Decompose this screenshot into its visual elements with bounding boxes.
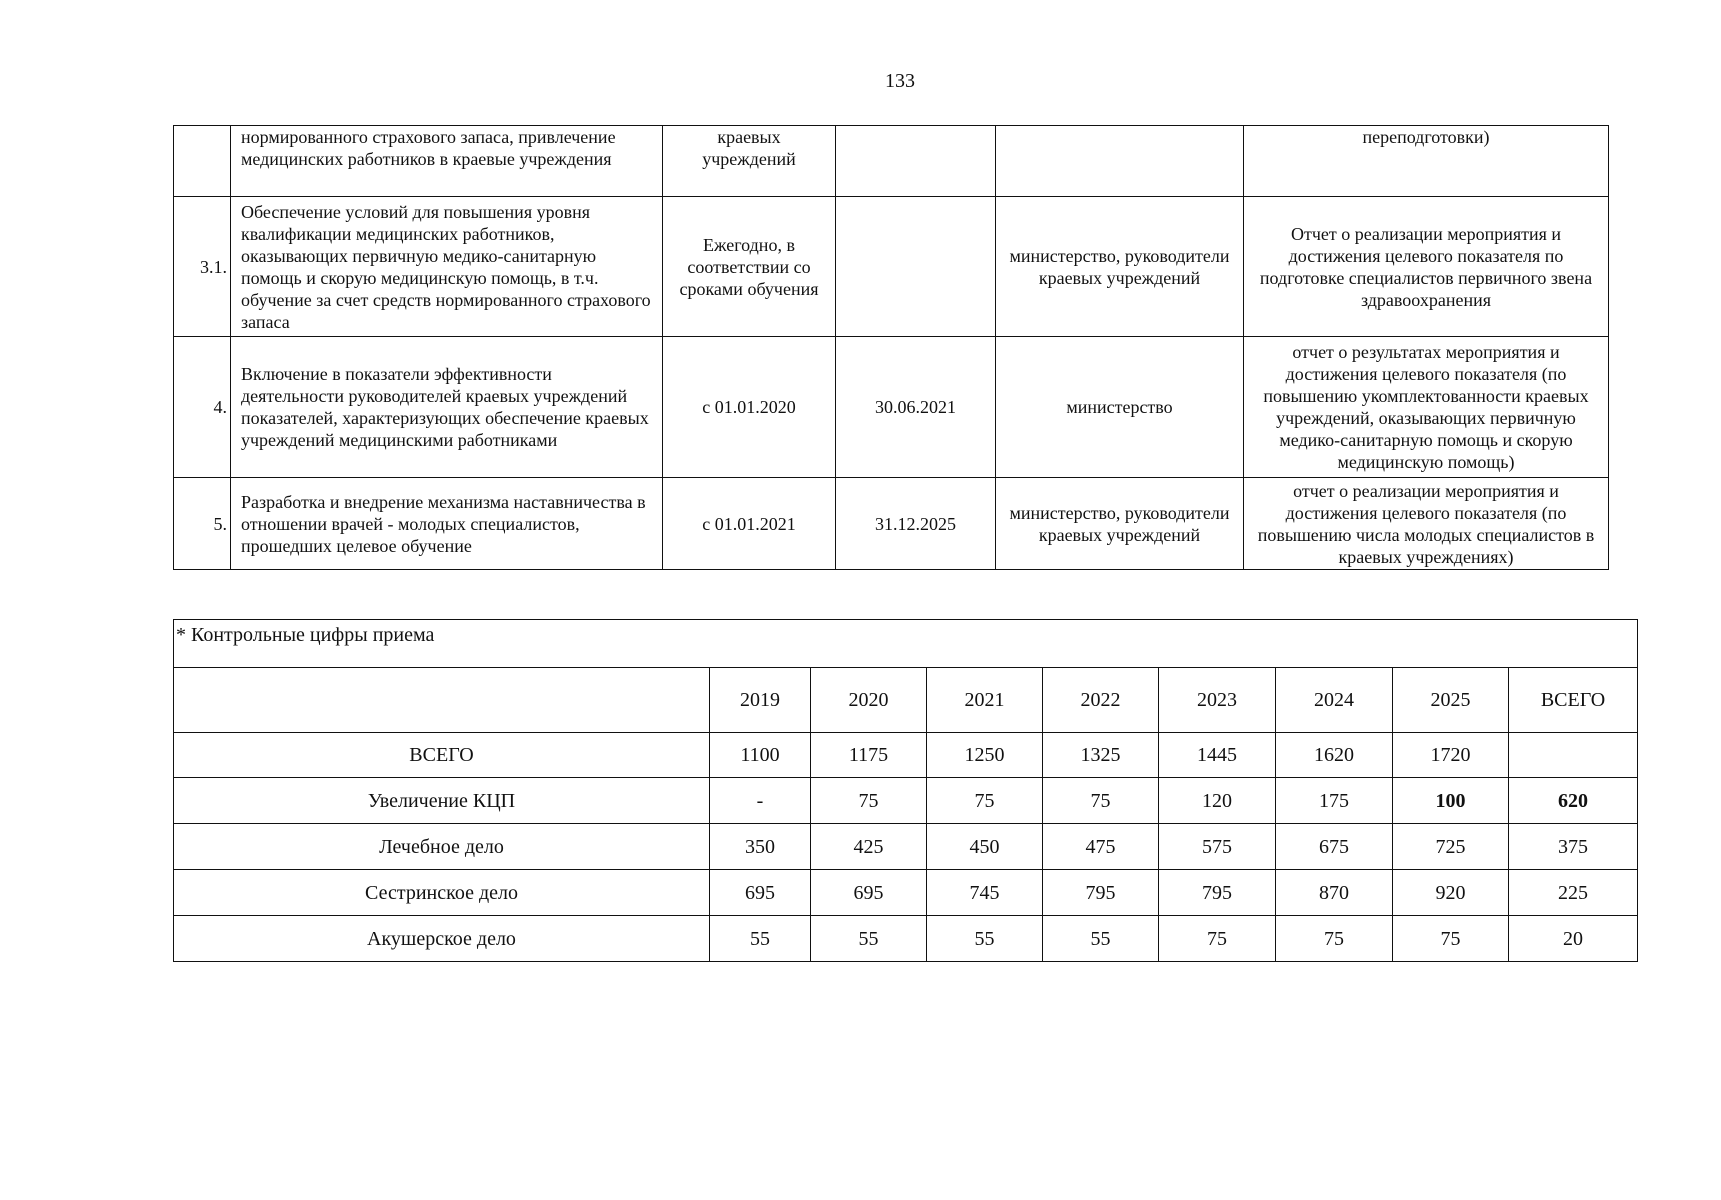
- table-cell: 725: [1393, 824, 1509, 870]
- table-cell: 175: [1276, 778, 1393, 824]
- table-cell: -: [710, 778, 811, 824]
- task-description: нормированного страхового запаса, привлечение медицинских работников в краевые учреждения: [231, 126, 663, 197]
- row-label: Увеличение КЦП: [174, 778, 710, 824]
- start-date: с 01.01.2021: [663, 478, 836, 570]
- table-cell: 75: [1393, 916, 1509, 962]
- responsible: [996, 126, 1244, 197]
- task-description: Обеспечение условий для повышения уровня квалификации медицинских работников, оказывающих первичную медико-санитарную помощь и скорую медицинскую помощь, в т.ч. обучение за счет средств нормированного страхового запаса: [231, 197, 663, 337]
- table-cell: 1620: [1276, 733, 1393, 778]
- row-label: Акушерское дело: [174, 916, 710, 962]
- responsible: министерство: [996, 337, 1244, 478]
- table-cell: 1250: [927, 733, 1043, 778]
- table-cell: 55: [811, 916, 927, 962]
- table-cell: 225: [1509, 870, 1638, 916]
- header-cell: 2020: [811, 668, 927, 733]
- table-cell: 475: [1043, 824, 1159, 870]
- table-title: * Контрольные цифры приема: [174, 620, 1638, 668]
- table-cell: 795: [1159, 870, 1276, 916]
- year-header-row: [174, 668, 1638, 733]
- header-cell: [174, 668, 710, 733]
- table-cell: 1100: [710, 733, 811, 778]
- row-number: 4.: [174, 337, 231, 478]
- expected-result: отчет о результатах мероприятия и достижения целевого показателя (по повышению укомплектованности краевых учреждений, оказывающих первичную медико-санитарную помощь и скорую медицинскую помощь): [1244, 337, 1609, 478]
- table-cell: 450: [927, 824, 1043, 870]
- table-cell: 75: [811, 778, 927, 824]
- row-label: Лечебное дело: [174, 824, 710, 870]
- row-label: Сестринское дело: [174, 870, 710, 916]
- table-cell: 100: [1393, 778, 1509, 824]
- start-date: с 01.01.2020: [663, 337, 836, 478]
- start-date: Ежегодно, в соответствии со сроками обучения: [663, 197, 836, 337]
- table-cell: 745: [927, 870, 1043, 916]
- table-row: [174, 824, 1638, 870]
- table-cell: 695: [811, 870, 927, 916]
- plan-row: [174, 337, 1609, 478]
- header-cell: 2021: [927, 668, 1043, 733]
- table-cell: 75: [927, 778, 1043, 824]
- table-cell: 20: [1509, 916, 1638, 962]
- table-cell: 375: [1509, 824, 1638, 870]
- plan-row: [174, 197, 1609, 337]
- table-cell: 425: [811, 824, 927, 870]
- plan-row: [174, 126, 1609, 197]
- table-row: [174, 916, 1638, 962]
- header-cell: 2022: [1043, 668, 1159, 733]
- row-number: [174, 126, 231, 197]
- table-cell: 795: [1043, 870, 1159, 916]
- table-cell: 75: [1043, 778, 1159, 824]
- expected-result: переподготовки): [1244, 126, 1609, 197]
- plan-row: [174, 478, 1609, 570]
- end-date: 30.06.2021: [836, 337, 996, 478]
- page-number: 133: [885, 70, 915, 92]
- table-cell: 675: [1276, 824, 1393, 870]
- table-row: [174, 778, 1638, 824]
- table-cell: 1720: [1393, 733, 1509, 778]
- header-cell: 2025: [1393, 668, 1509, 733]
- task-description: Включение в показатели эффективности деятельности руководителей краевых учреждений показателей, характеризующих обеспечение краевых учреждений медицинскими работниками: [231, 337, 663, 478]
- table-cell: 55: [927, 916, 1043, 962]
- row-label: ВСЕГО: [174, 733, 710, 778]
- table-cell: [1509, 733, 1638, 778]
- table-row: [174, 870, 1638, 916]
- end-date: 31.12.2025: [836, 478, 996, 570]
- table-cell: 575: [1159, 824, 1276, 870]
- end-date: [836, 126, 996, 197]
- admission-quota-table: [173, 619, 1638, 962]
- table-cell: 1175: [811, 733, 927, 778]
- table-cell: 1445: [1159, 733, 1276, 778]
- table-cell: 1325: [1043, 733, 1159, 778]
- header-cell: 2024: [1276, 668, 1393, 733]
- header-cell: 2023: [1159, 668, 1276, 733]
- header-cell: ВСЕГО: [1509, 668, 1638, 733]
- expected-result: Отчет о реализации мероприятия и достижения целевого показателя по подготовке специалистов первичного звена здравоохранения: [1244, 197, 1609, 337]
- table-cell: 120: [1159, 778, 1276, 824]
- row-number: 5.: [174, 478, 231, 570]
- table-cell: 75: [1159, 916, 1276, 962]
- table-cell: 75: [1276, 916, 1393, 962]
- table-cell: 620: [1509, 778, 1638, 824]
- table-cell: 350: [710, 824, 811, 870]
- row-number: 3.1.: [174, 197, 231, 337]
- task-description: Разработка и внедрение механизма наставничества в отношении врачей - молодых специалистов, прошедших целевое обучение: [231, 478, 663, 570]
- table-row: [174, 733, 1638, 778]
- action-plan-table: [173, 125, 1609, 570]
- responsible: министерство, руководители краевых учреждений: [996, 197, 1244, 337]
- table-cell: 695: [710, 870, 811, 916]
- expected-result: отчет о реализации мероприятия и достижения целевого показателя (по повышению числа молодых специалистов в краевых учреждениях): [1244, 478, 1609, 570]
- start-date: краевых учреждений: [663, 126, 836, 197]
- responsible: министерство, руководители краевых учреждений: [996, 478, 1244, 570]
- header-cell: 2019: [710, 668, 811, 733]
- table-cell: 870: [1276, 870, 1393, 916]
- table-cell: 920: [1393, 870, 1509, 916]
- table-cell: 55: [710, 916, 811, 962]
- table-title-row: [174, 620, 1638, 668]
- table-cell: 55: [1043, 916, 1159, 962]
- end-date: [836, 197, 996, 337]
